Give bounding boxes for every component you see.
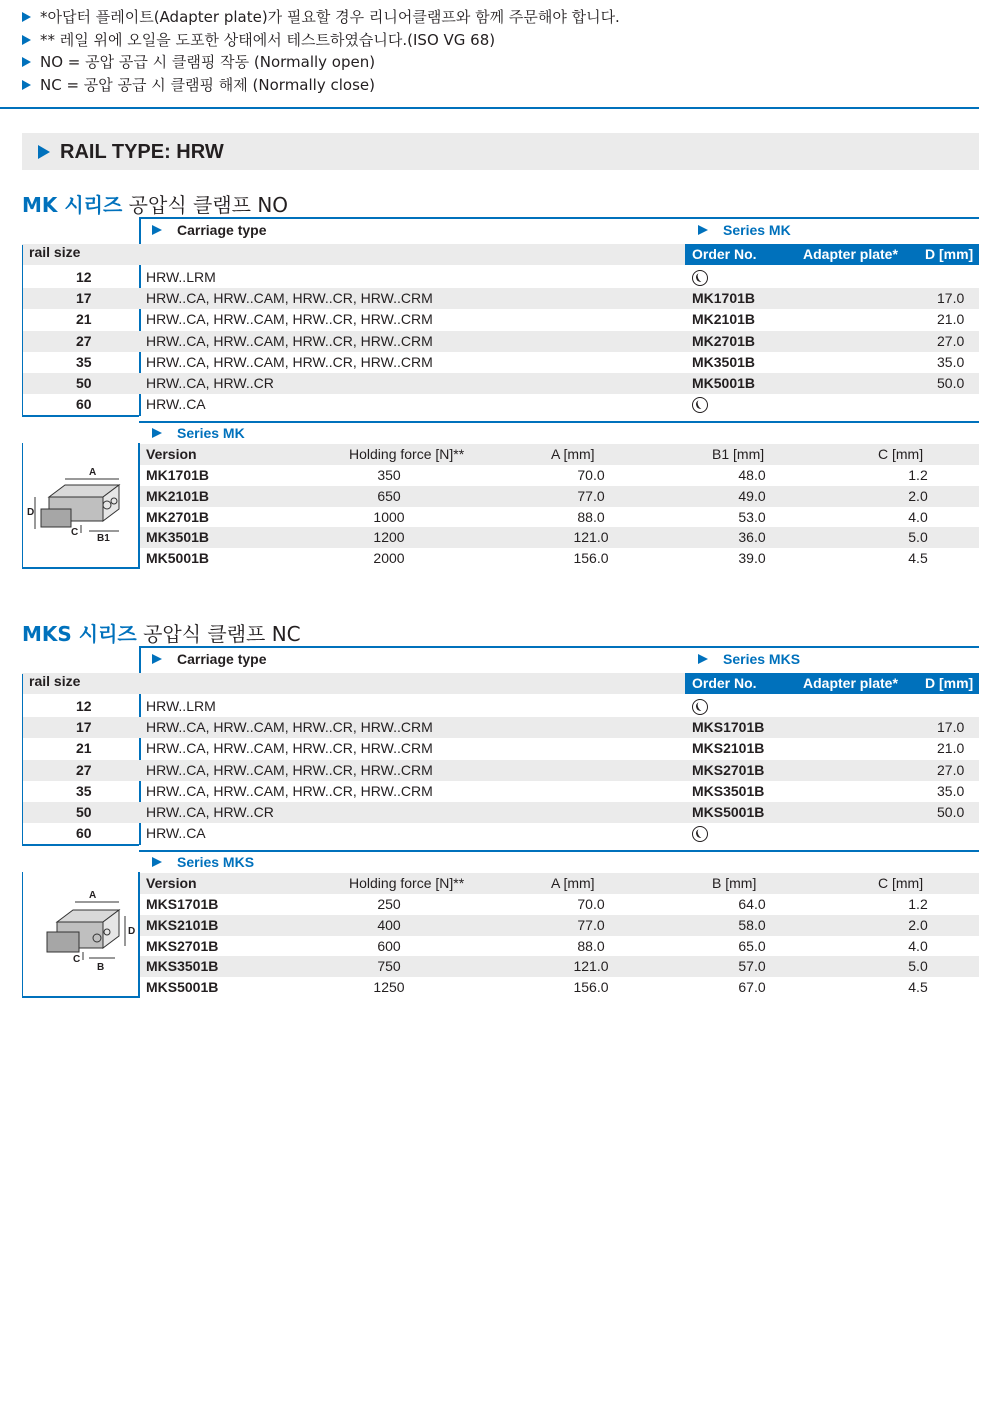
spec-value: 39.0 xyxy=(738,550,766,567)
spec-value: 5.0 xyxy=(908,958,928,975)
spec-value: 350 xyxy=(377,467,401,483)
section-title-desc: 공압식 클램프 NO xyxy=(122,193,289,217)
series-header xyxy=(698,651,800,667)
spec-value: 650 xyxy=(377,487,401,504)
spec-row xyxy=(139,956,979,977)
spec-value: 121.0 xyxy=(573,958,609,975)
spec-value: 4.0 xyxy=(908,508,928,525)
table-row xyxy=(22,781,979,802)
table-row xyxy=(22,802,979,823)
rail-size-value: 12 xyxy=(76,269,92,285)
carriage-type-header xyxy=(152,222,266,238)
triangle-bullet-icon xyxy=(152,428,162,438)
rail-size-label: rail size xyxy=(29,673,81,689)
d-mm-value: 17.0 xyxy=(937,719,965,736)
carriage-type-value: HRW..CA, HRW..CAM, HRW..CR, HRW..CRM xyxy=(146,782,433,799)
spec-row xyxy=(139,894,979,915)
spec-value: 156.0 xyxy=(573,979,609,996)
spec-value: 88.0 xyxy=(577,937,605,954)
series-header-label: Series MK xyxy=(723,222,791,238)
version-value: MKS2701B xyxy=(146,937,219,954)
table-separator-line xyxy=(139,850,979,852)
table-row xyxy=(22,309,979,330)
rail-size-value: 21 xyxy=(76,740,92,757)
carriage-type-value: HRW..CA, HRW..CAM, HRW..CR, HRW..CRM xyxy=(146,719,433,736)
rail-size-value: 35 xyxy=(76,782,92,799)
triangle-bullet-icon xyxy=(698,654,708,664)
triangle-bullet-icon xyxy=(152,654,162,664)
carriage-type-value: HRW..CA, HRW..CR xyxy=(146,804,274,820)
note-text: *아답터 플레이트(Adapter plate)가 필요할 경우 리니어클램프와 함께 주문해야 합니다. xyxy=(40,8,620,26)
carriage-type-value: HRW..CA, HRW..CAM, HRW..CR, HRW..CRM xyxy=(146,353,433,370)
rail-size-label: rail size xyxy=(29,244,81,260)
spec-row xyxy=(139,936,979,957)
spec-value: 67.0 xyxy=(738,979,766,996)
banner-title: RAIL TYPE: HRW xyxy=(60,141,224,163)
table-row xyxy=(22,394,979,415)
section-title-series: MK 시리즈 xyxy=(22,193,123,217)
left-vline xyxy=(22,245,23,417)
spec-value: 2000 xyxy=(373,550,405,567)
phone-cell xyxy=(692,823,708,844)
spec-column-header: B1 [mm] xyxy=(712,446,765,462)
diagram-label-a: A xyxy=(89,890,97,901)
d-mm-header: D [mm] xyxy=(925,246,974,262)
note-item xyxy=(22,74,620,97)
spec-value: 121.0 xyxy=(573,529,609,546)
order-no-value: MK3501B xyxy=(692,353,756,370)
spec-value: 4.0 xyxy=(908,937,928,954)
spec-value: 156.0 xyxy=(573,550,609,567)
carriage-type-value: HRW..LRM xyxy=(146,269,216,285)
version-value: MKS1701B xyxy=(146,896,219,912)
phone-icon xyxy=(692,397,708,413)
rail-size-bottom-line xyxy=(22,844,139,846)
spec-value: 77.0 xyxy=(577,487,605,504)
spec-series-label: Series MK xyxy=(177,425,245,441)
spec-header-row xyxy=(139,444,979,465)
rail-size-value: 17 xyxy=(76,719,92,736)
rail-size-value: 50 xyxy=(76,375,92,391)
diagram-label-c: C xyxy=(71,527,79,538)
spec-value: 77.0 xyxy=(577,916,605,933)
note-item xyxy=(22,6,620,29)
spec-value: 1.2 xyxy=(908,896,928,912)
order-no-value: MKS2701B xyxy=(692,761,765,778)
spec-value: 36.0 xyxy=(738,529,766,546)
rail-size-value: 17 xyxy=(76,290,92,307)
spec-value: 1000 xyxy=(373,508,405,525)
spec-column-header: Version xyxy=(146,446,197,462)
carriage-type-value: HRW..CA, HRW..CAM, HRW..CR, HRW..CRM xyxy=(146,332,433,349)
rail-type-banner xyxy=(22,133,979,170)
version-value: MK5001B xyxy=(146,550,210,567)
d-mm-value: 27.0 xyxy=(937,332,965,349)
order-no-value: MK2101B xyxy=(692,311,756,328)
d-mm-value: 50.0 xyxy=(937,804,965,820)
triangle-bullet-icon xyxy=(22,12,31,22)
spec-column-header: B [mm] xyxy=(712,875,757,891)
spec-value: 750 xyxy=(377,958,401,975)
carriage-type-label: Carriage type xyxy=(177,651,267,667)
spec-header-row xyxy=(139,873,979,894)
table-row xyxy=(22,331,979,352)
table-row xyxy=(22,288,979,309)
spec-row xyxy=(139,548,979,569)
series-header xyxy=(698,222,791,238)
note-text: NC = 공압 공급 시 클램핑 해제 (Normally close) xyxy=(40,75,375,94)
spec-column-header: C [mm] xyxy=(878,446,924,462)
version-value: MK3501B xyxy=(146,529,210,546)
diagram-box-right-line xyxy=(138,872,140,998)
rail-size-value: 35 xyxy=(76,353,92,370)
clamp-diagram-box xyxy=(22,443,139,569)
notes-list xyxy=(22,6,620,96)
order-no-value: MKS1701B xyxy=(692,719,765,736)
adapter-plate-header: Adapter plate* xyxy=(803,675,898,691)
order-no-value: MKS3501B xyxy=(692,782,765,799)
spec-row xyxy=(139,507,979,528)
rail-size-value: 60 xyxy=(76,825,92,842)
order-no-value: MK5001B xyxy=(692,375,756,391)
order-no-value: MKS2101B xyxy=(692,740,765,757)
d-mm-header: D [mm] xyxy=(925,675,974,691)
table-row xyxy=(22,696,979,717)
diagram-label-d: D xyxy=(128,926,136,937)
spec-value: 4.5 xyxy=(908,550,928,567)
spec-column-header: A [mm] xyxy=(551,875,595,891)
carriage-type-value: HRW..CA, HRW..CAM, HRW..CR, HRW..CRM xyxy=(146,290,433,307)
order-no-value: MK2701B xyxy=(692,332,756,349)
d-mm-value: 21.0 xyxy=(937,311,965,328)
section-title-series: MKS 시리즈 xyxy=(22,622,137,646)
spec-value: 600 xyxy=(377,937,401,954)
version-value: MK2101B xyxy=(146,487,210,504)
order-table xyxy=(22,217,979,577)
spec-row xyxy=(139,527,979,548)
triangle-bullet-icon xyxy=(22,80,31,90)
spec-value: 48.0 xyxy=(738,467,766,483)
header-line xyxy=(139,217,979,219)
spec-row xyxy=(139,465,979,486)
section-title xyxy=(22,189,288,218)
rail-size-value: 27 xyxy=(76,332,92,349)
phone-cell xyxy=(692,696,708,717)
triangle-bullet-icon xyxy=(22,35,31,45)
spec-value: 250 xyxy=(377,896,401,912)
spec-value: 49.0 xyxy=(738,487,766,504)
spec-value: 1.2 xyxy=(908,467,928,483)
rail-size-value: 50 xyxy=(76,804,92,820)
d-mm-value: 21.0 xyxy=(937,740,965,757)
spec-value: 70.0 xyxy=(577,896,605,912)
note-text: ** 레일 위에 오일을 도포한 상태에서 테스트하였습니다.(ISO VG 68) xyxy=(40,30,496,49)
divider xyxy=(0,107,979,109)
order-header-bar xyxy=(685,244,979,265)
clamp-diagram-box xyxy=(22,872,139,998)
version-value: MKS2101B xyxy=(146,916,219,933)
triangle-bullet-icon xyxy=(152,857,162,867)
phone-icon xyxy=(692,699,708,715)
d-mm-value: 50.0 xyxy=(937,375,965,391)
table-row xyxy=(22,823,979,844)
version-value: MKS5001B xyxy=(146,979,219,996)
d-mm-value: 35.0 xyxy=(937,353,965,370)
diagram-label-b: B xyxy=(97,962,105,973)
spec-value: 5.0 xyxy=(908,529,928,546)
table-row xyxy=(22,738,979,759)
adapter-plate-header: Adapter plate* xyxy=(803,246,898,262)
rail-size-bottom-line xyxy=(22,415,139,417)
order-header-bar xyxy=(685,673,979,694)
triangle-bullet-icon xyxy=(22,57,31,67)
rail-size-value: 21 xyxy=(76,311,92,328)
spec-column-header: Holding force [N]** xyxy=(349,875,465,891)
order-no-header: Order No. xyxy=(692,675,757,691)
carriage-type-value: HRW..CA, HRW..CAM, HRW..CR, HRW..CRM xyxy=(146,311,433,328)
triangle-bullet-icon xyxy=(38,145,50,159)
d-mm-value: 27.0 xyxy=(937,761,965,778)
spec-series-header xyxy=(152,425,245,441)
table-row xyxy=(22,373,979,394)
carriage-type-header xyxy=(152,651,266,667)
rail-size-value: 60 xyxy=(76,396,92,413)
note-item xyxy=(22,51,620,74)
version-value: MKS3501B xyxy=(146,958,219,975)
spec-column-header: A [mm] xyxy=(551,446,595,462)
phone-cell xyxy=(692,267,708,288)
clamp-diagram xyxy=(27,457,137,547)
spec-value: 1250 xyxy=(373,979,405,996)
spec-value: 58.0 xyxy=(738,916,766,933)
phone-cell xyxy=(692,394,708,415)
order-table xyxy=(22,646,979,1006)
table-separator-line xyxy=(139,421,979,423)
left-vline xyxy=(22,674,23,846)
table-row xyxy=(22,717,979,738)
section-title xyxy=(22,618,301,647)
d-mm-value: 35.0 xyxy=(937,782,965,799)
carriage-type-value: HRW..CA, HRW..CAM, HRW..CR, HRW..CRM xyxy=(146,740,433,757)
spec-row xyxy=(139,486,979,507)
spec-value: 400 xyxy=(377,916,401,933)
spec-row xyxy=(139,977,979,998)
spec-series-header xyxy=(152,854,254,870)
header-line xyxy=(139,646,979,648)
diagram-label-c: C xyxy=(73,954,81,965)
version-value: MK2701B xyxy=(146,508,210,525)
spec-value: 2.0 xyxy=(908,487,928,504)
spec-value: 2.0 xyxy=(908,916,928,933)
spec-series-label: Series MKS xyxy=(177,854,255,870)
carriage-type-value: HRW..CA xyxy=(146,825,206,842)
phone-icon xyxy=(692,270,708,286)
spec-value: 88.0 xyxy=(577,508,605,525)
series-header-label: Series MKS xyxy=(723,651,801,667)
spec-value: 65.0 xyxy=(738,937,766,954)
spec-value: 4.5 xyxy=(908,979,928,996)
table-row xyxy=(22,352,979,373)
spec-value: 1200 xyxy=(373,529,405,546)
diagram-box-right-line xyxy=(138,443,140,569)
diagram-label-d: D xyxy=(27,507,35,518)
rail-size-value: 27 xyxy=(76,761,92,778)
spec-value: 57.0 xyxy=(738,958,766,975)
spec-value: 53.0 xyxy=(738,508,766,525)
version-value: MK1701B xyxy=(146,467,210,483)
diagram-label-b: B1 xyxy=(97,533,110,544)
order-no-header: Order No. xyxy=(692,246,757,262)
d-mm-value: 17.0 xyxy=(937,290,965,307)
spec-value: 64.0 xyxy=(738,896,766,912)
spec-column-header: C [mm] xyxy=(878,875,924,891)
carriage-type-value: HRW..CA xyxy=(146,396,206,413)
triangle-bullet-icon xyxy=(152,225,162,235)
spec-row xyxy=(139,915,979,936)
note-text: NO = 공압 공급 시 클램핑 작동 (Normally open) xyxy=(40,53,376,71)
carriage-type-label: Carriage type xyxy=(177,222,267,238)
phone-icon xyxy=(692,826,708,842)
carriage-type-value: HRW..CA, HRW..CAM, HRW..CR, HRW..CRM xyxy=(146,761,433,778)
diagram-label-a: A xyxy=(89,467,97,478)
triangle-bullet-icon xyxy=(698,225,708,235)
clamp-diagram xyxy=(27,886,137,976)
spec-column-header: Version xyxy=(146,875,197,891)
table-row xyxy=(22,760,979,781)
rail-size-value: 12 xyxy=(76,698,92,714)
order-no-value: MK1701B xyxy=(692,290,756,307)
spec-column-header: Holding force [N]** xyxy=(349,446,465,462)
section-title-desc: 공압식 클램프 NC xyxy=(136,622,301,646)
carriage-type-value: HRW..LRM xyxy=(146,698,216,714)
order-no-value: MKS5001B xyxy=(692,804,765,820)
carriage-type-value: HRW..CA, HRW..CR xyxy=(146,375,274,391)
spec-value: 70.0 xyxy=(577,467,605,483)
table-row xyxy=(22,267,979,288)
note-item xyxy=(22,29,620,52)
